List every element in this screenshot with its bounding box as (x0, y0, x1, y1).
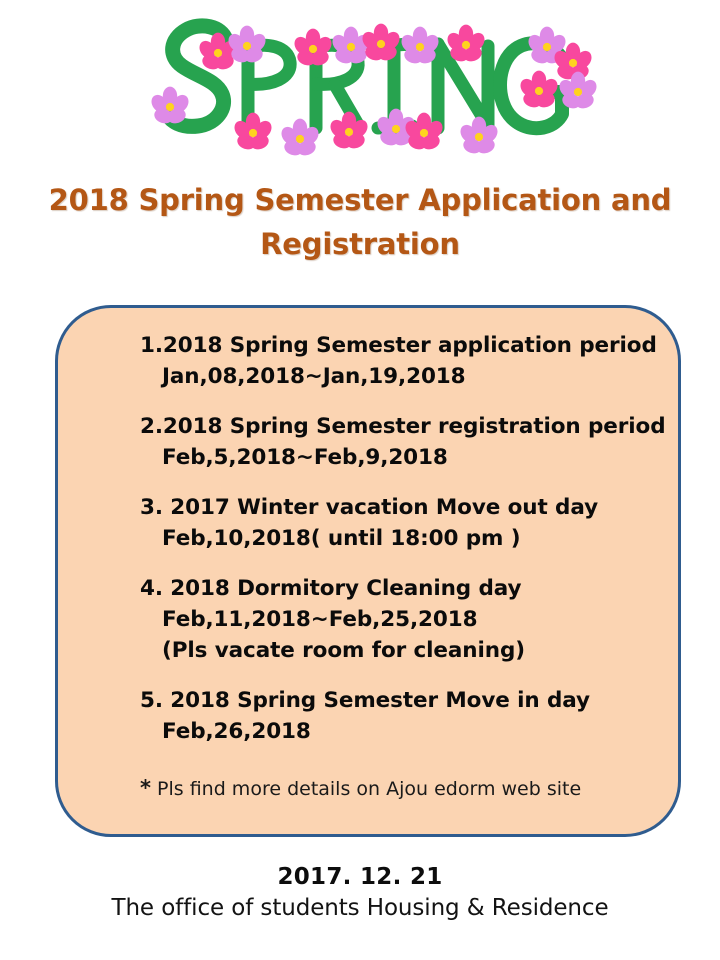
list-item (140, 330, 658, 392)
notice-item-heading: 1.2018 Spring Semester application period (140, 333, 657, 358)
page-title-line-1: 2018 Spring Semester Application and (48, 183, 672, 217)
notice-list (140, 330, 666, 802)
poster-footer (0, 862, 720, 924)
list-item (140, 492, 658, 554)
footnote-asterisk: * (140, 776, 151, 800)
flower-icon (291, 29, 335, 68)
flower-icon (327, 112, 371, 151)
notice-box (55, 305, 681, 837)
list-item (140, 685, 658, 747)
notice-item-heading: 3. 2017 Winter vacation Move out day (140, 495, 598, 520)
flower-icon (231, 113, 275, 152)
notice-item-heading: 5. 2018 Spring Semester Move in day (140, 688, 590, 713)
footer-date: 2017. 12. 21 (277, 864, 443, 890)
page-title-line-2: Registration (260, 227, 460, 261)
footnote-text: Pls find more details on Ajou edorm web site (150, 778, 582, 800)
notice-item-heading: 4. 2018 Dormitory Cleaning day (140, 576, 522, 601)
page-title (40, 178, 680, 266)
footer-office: The office of students Housing & Residence (111, 895, 609, 921)
notice-item-heading: 2.2018 Spring Semester registration period (140, 414, 666, 439)
notice-item-detail: Feb,26,2018 (162, 719, 311, 744)
spring-banner-graphic (0, 0, 720, 170)
notice-footnote (140, 775, 658, 802)
list-item (140, 411, 666, 473)
notice-item-detail: Jan,08,2018~Jan,19,2018 (162, 364, 466, 389)
notice-item-detail: Feb,10,2018( until 18:00 pm ) (162, 526, 521, 551)
notice-item-detail: Feb,11,2018~Feb,25,2018 (162, 607, 478, 632)
list-item (140, 573, 658, 666)
notice-item-detail-secondary: (Pls vacate room for cleaning) (162, 638, 526, 663)
flower-icon (517, 71, 561, 110)
notice-item-detail: Feb,5,2018~Feb,9,2018 (162, 445, 448, 470)
